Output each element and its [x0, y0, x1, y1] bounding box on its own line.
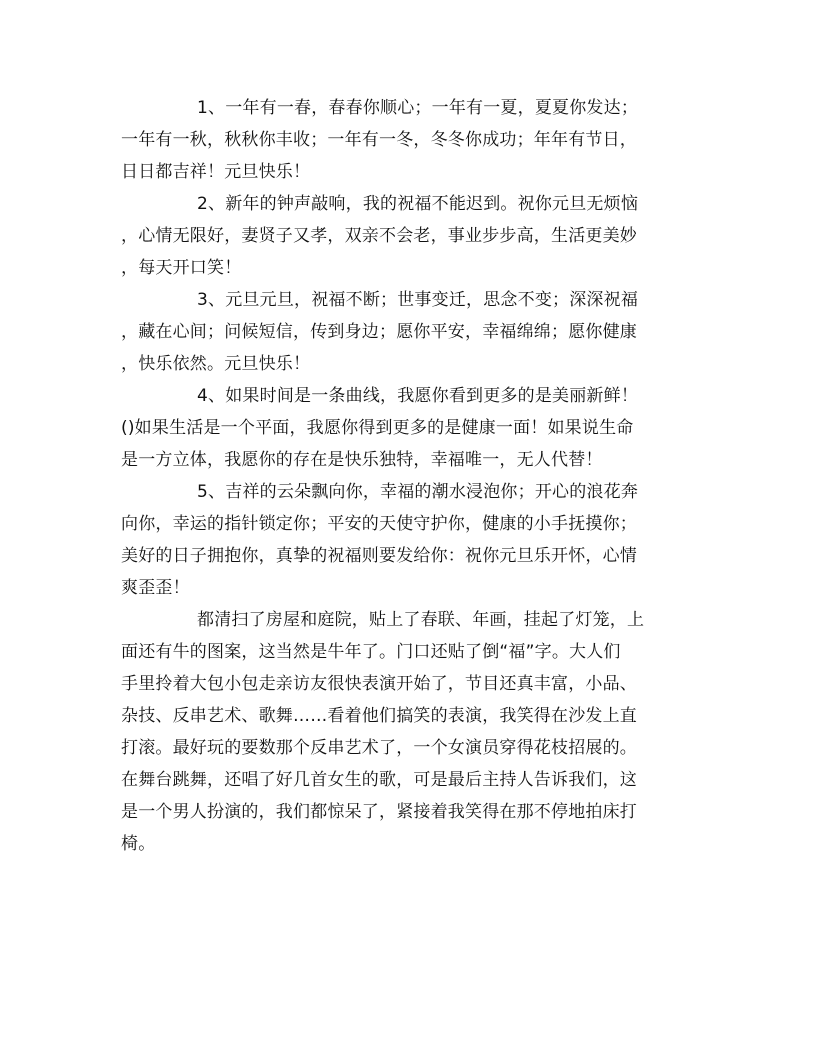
text-line: ()如果生活是一个平面，我愿你得到更多的是健康一面！如果说生命 [121, 418, 634, 438]
text-line: ，每天开口笑！ [121, 258, 242, 278]
text-line: 向你，幸运的指针锁定你；平安的天使守护你，健康的小手抚摸你； [121, 514, 637, 534]
text-line: 1、一年有一春，春春你顺心；一年有一夏，夏夏你发达； [197, 98, 639, 118]
paragraph-6 [121, 604, 695, 860]
text-line: 3、元旦元旦，祝福不断；世事变迁，思念不变；深深祝福 [197, 290, 639, 310]
paragraph-4 [121, 380, 695, 476]
text-line: 手里拎着大包小包走亲访友很快表演开始了，节目还真丰富，小品、 [121, 674, 637, 694]
text-line: 在舞台跳舞，还唱了好几首女生的歌，可是最后主持人告诉我们，这 [121, 770, 637, 790]
document-body [121, 92, 695, 860]
text-line: 杂技、反串艺术、歌舞……看着他们搞笑的表演，我笑得在沙发上直 [121, 706, 637, 726]
text-line: 5、吉祥的云朵飘向你，幸福的潮水浸泡你；开心的浪花奔 [197, 482, 639, 502]
text-line: 4、如果时间是一条曲线，我愿你看到更多的是美丽新鲜！ [197, 386, 639, 406]
paragraph-1 [121, 92, 695, 188]
text-line: 是一方立体，我愿你的存在是快乐独特，幸福唯一，无人代替！ [121, 450, 603, 470]
text-line: 2、新年的钟声敲响，我的祝福不能迟到。祝你元旦无烦恼 [197, 194, 639, 214]
text-line: 一年有一秋，秋秋你丰收；一年有一冬，冬冬你成功；年年有节日， [121, 130, 637, 150]
text-line: 爽歪歪！ [121, 578, 190, 598]
paragraph-5 [121, 476, 695, 604]
text-line: 是一个男人扮演的，我们都惊呆了，紧接着我笑得在那不停地拍床打 [121, 802, 637, 822]
text-line: 都清扫了房屋和庭院，贴上了春联、年画，挂起了灯笼，上 [197, 610, 645, 630]
paragraph-3 [121, 284, 695, 380]
text-line: ，心情无限好，妻贤子又孝，双亲不会老，事业步步高，生活更美妙 [121, 226, 637, 246]
text-line: 打滚。最好玩的要数那个反串艺术了，一个女演员穿得花枝招展的。 [121, 738, 637, 758]
text-line: 面还有牛的图案，这当然是牛年了。门口还贴了倒“福”字。大人们 [121, 642, 621, 662]
text-line: 美好的日子拥抱你，真挚的祝福则要发给你：祝你元旦乐开怀，心情 [121, 546, 637, 566]
paragraph-2 [121, 188, 695, 284]
text-line: 椅。 [121, 834, 156, 854]
text-line: ，藏在心间；问候短信，传到身边；愿你平安，幸福绵绵；愿你健康 [121, 322, 637, 342]
text-line: 日日都吉祥！元旦快乐！ [121, 162, 311, 182]
text-line: ，快乐依然。元旦快乐！ [121, 354, 311, 374]
